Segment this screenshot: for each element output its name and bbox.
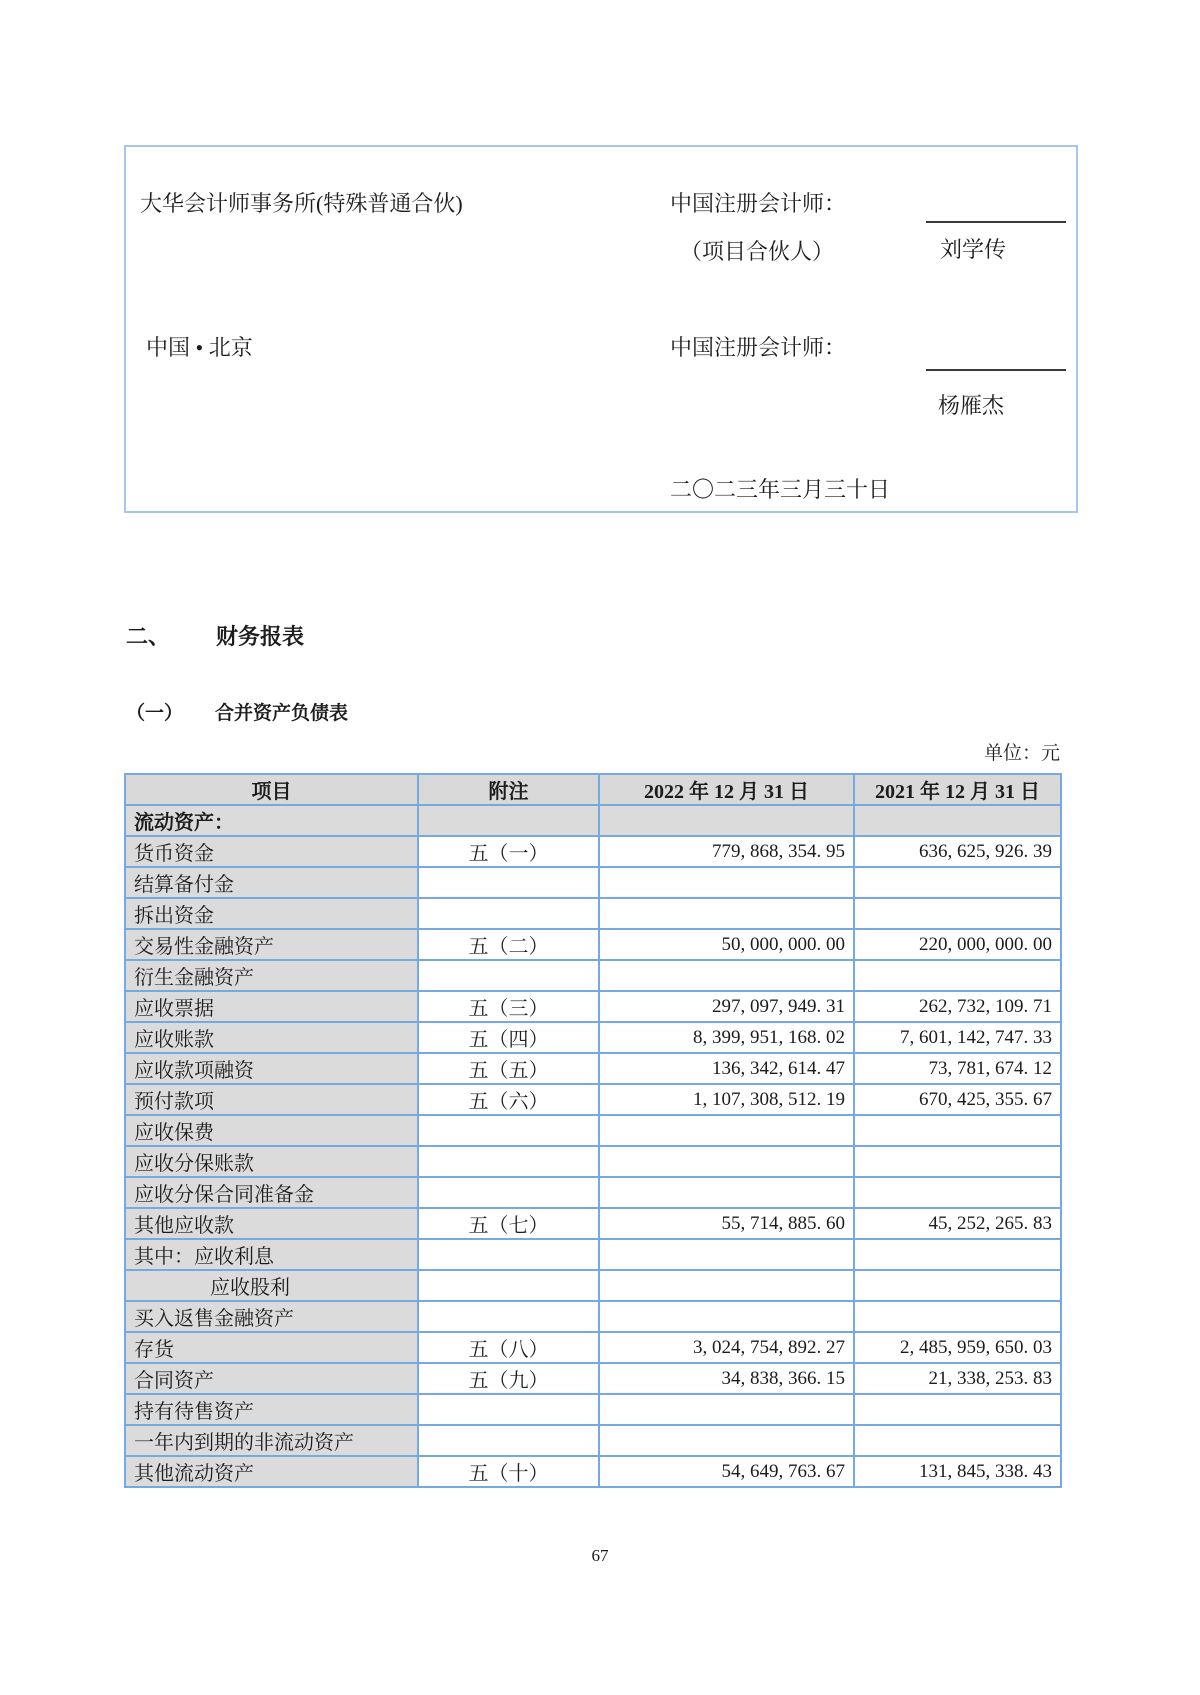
value-2022-cell: 297, 097, 949. 31: [599, 991, 854, 1022]
value-2021-cell: [854, 1270, 1061, 1301]
table-row: [125, 1053, 1061, 1084]
value-2021-cell: 262, 732, 109. 71: [854, 991, 1061, 1022]
value-2022-cell: [599, 1270, 854, 1301]
subsection-heading: [126, 698, 348, 725]
cpa-name-1: 刘学传: [940, 237, 1007, 262]
table-row: [125, 1177, 1061, 1208]
table-row: [125, 960, 1061, 991]
value-2022-cell: 8, 399, 951, 168. 02: [599, 1022, 854, 1053]
note-cell: [418, 1115, 599, 1146]
note-cell: [418, 1177, 599, 1208]
note-cell: [418, 1146, 599, 1177]
table-header-row: [125, 774, 1061, 805]
item-cell: 买入返售金融资产: [125, 1301, 418, 1332]
item-cell: 流动资产：: [125, 805, 418, 836]
item-cell: 拆出资金: [125, 898, 418, 929]
value-2022-cell: [599, 1394, 854, 1425]
value-2021-cell: 670, 425, 355. 67: [854, 1084, 1061, 1115]
signature-line-1: [926, 221, 1066, 223]
table-row: [125, 1146, 1061, 1177]
item-cell: 应收分保账款: [125, 1146, 418, 1177]
item-cell: 货币资金: [125, 836, 418, 867]
value-2021-cell: 636, 625, 926. 39: [854, 836, 1061, 867]
item-cell: 应收账款: [125, 1022, 418, 1053]
note-cell: 五（九）: [418, 1363, 599, 1394]
table-row: [125, 1239, 1061, 1270]
item-cell: 应收股利: [125, 1270, 418, 1301]
page-number: 67: [591, 1546, 609, 1565]
subsection-title: 合并资产负债表: [215, 703, 349, 724]
header-note: 附注: [418, 774, 599, 805]
balance-sheet-body: [125, 805, 1061, 1487]
cpa-label-1: 中国注册会计师：: [670, 191, 847, 216]
value-2022-cell: 54, 649, 763. 67: [599, 1456, 854, 1487]
note-cell: 五（三）: [418, 991, 599, 1022]
value-2021-cell: 45, 252, 265. 83: [854, 1208, 1061, 1239]
header-2022: 2022 年 12 月 31 日: [599, 774, 854, 805]
value-2022-cell: [599, 867, 854, 898]
signature-line-2: [926, 369, 1066, 371]
value-2022-cell: [599, 898, 854, 929]
item-cell: 应收票据: [125, 991, 418, 1022]
value-2022-cell: [599, 1301, 854, 1332]
table-row: [125, 1022, 1061, 1053]
note-cell: 五（六）: [418, 1084, 599, 1115]
balance-sheet-table: [124, 773, 1062, 1488]
item-cell: 应收款项融资: [125, 1053, 418, 1084]
value-2021-cell: 131, 845, 338. 43: [854, 1456, 1061, 1487]
note-cell: [418, 1394, 599, 1425]
table-row: [125, 1456, 1061, 1487]
note-cell: 五（八）: [418, 1332, 599, 1363]
value-2022-cell: 779, 868, 354. 95: [599, 836, 854, 867]
value-2022-cell: 34, 838, 366. 15: [599, 1363, 854, 1394]
table-row: [125, 867, 1061, 898]
table-row: [125, 1115, 1061, 1146]
value-2021-cell: 7, 601, 142, 747. 33: [854, 1022, 1061, 1053]
value-2022-cell: [599, 960, 854, 991]
value-2021-cell: [854, 1425, 1061, 1456]
value-2021-cell: [854, 1239, 1061, 1270]
value-2021-cell: [854, 1177, 1061, 1208]
value-2021-cell: 73, 781, 674. 12: [854, 1053, 1061, 1084]
unit-note: 单位：元: [983, 743, 1060, 764]
note-cell: 五（二）: [418, 929, 599, 960]
value-2021-cell: [854, 1146, 1061, 1177]
note-cell: 五（五）: [418, 1053, 599, 1084]
value-2022-cell: [599, 1115, 854, 1146]
note-cell: [418, 1425, 599, 1456]
table-row: [125, 898, 1061, 929]
item-cell: 应收保费: [125, 1115, 418, 1146]
note-cell: 五（一）: [418, 836, 599, 867]
cpa-label-2: 中国注册会计师：: [670, 335, 847, 360]
cpa-role-label: （项目合伙人）: [680, 239, 835, 264]
item-cell: 持有待售资产: [125, 1394, 418, 1425]
table-row: [125, 1084, 1061, 1115]
value-2021-cell: [854, 960, 1061, 991]
value-2021-cell: [854, 867, 1061, 898]
note-cell: [418, 1239, 599, 1270]
note-cell: [418, 898, 599, 929]
note-cell: 五（四）: [418, 1022, 599, 1053]
item-cell: 衍生金融资产: [125, 960, 418, 991]
table-row: [125, 1363, 1061, 1394]
section-number: 二、: [126, 624, 171, 649]
note-cell: [418, 1270, 599, 1301]
value-2021-cell: [854, 1115, 1061, 1146]
audit-firm-name: 大华会计师事务所(特殊普通合伙): [140, 191, 463, 216]
value-2021-cell: [854, 898, 1061, 929]
value-2021-cell: 220, 000, 000. 00: [854, 929, 1061, 960]
table-row: [125, 1425, 1061, 1456]
value-2021-cell: [854, 1301, 1061, 1332]
value-2022-cell: 55, 714, 885. 60: [599, 1208, 854, 1239]
value-2021-cell: 21, 338, 253. 83: [854, 1363, 1061, 1394]
item-cell: 其中：应收利息: [125, 1239, 418, 1270]
note-cell: [418, 867, 599, 898]
item-cell: 其他应收款: [125, 1208, 418, 1239]
cpa-name-2: 杨雁杰: [938, 393, 1005, 418]
item-cell: 预付款项: [125, 1084, 418, 1115]
note-cell: [418, 805, 599, 836]
table-row: [125, 1208, 1061, 1239]
table-row: [125, 929, 1061, 960]
table-row: [125, 1301, 1061, 1332]
table-row: [125, 805, 1061, 836]
audit-signature-box: [124, 145, 1078, 513]
table-row: [125, 991, 1061, 1022]
value-2021-cell: [854, 1394, 1061, 1425]
item-cell: 应收分保合同准备金: [125, 1177, 418, 1208]
note-cell: 五（七）: [418, 1208, 599, 1239]
value-2022-cell: 1, 107, 308, 512. 19: [599, 1084, 854, 1115]
section-heading: [126, 620, 304, 651]
value-2022-cell: [599, 1239, 854, 1270]
item-cell: 合同资产: [125, 1363, 418, 1394]
table-row: [125, 1332, 1061, 1363]
item-cell: 其他流动资产: [125, 1456, 418, 1487]
note-cell: [418, 1301, 599, 1332]
table-row: [125, 1270, 1061, 1301]
section-title: 财务报表: [216, 624, 305, 649]
note-cell: [418, 960, 599, 991]
report-date: 二〇二三年三月三十日: [670, 477, 891, 502]
value-2021-cell: 2, 485, 959, 650. 03: [854, 1332, 1061, 1363]
item-cell: 一年内到期的非流动资产: [125, 1425, 418, 1456]
value-2022-cell: 136, 342, 614. 47: [599, 1053, 854, 1084]
value-2021-cell: [854, 805, 1061, 836]
value-2022-cell: [599, 1425, 854, 1456]
note-cell: 五（十）: [418, 1456, 599, 1487]
value-2022-cell: 50, 000, 000. 00: [599, 929, 854, 960]
firm-location: 中国 • 北京: [146, 335, 253, 360]
item-cell: 存货: [125, 1332, 418, 1363]
value-2022-cell: [599, 1177, 854, 1208]
table-row: [125, 836, 1061, 867]
header-2021: 2021 年 12 月 31 日: [854, 774, 1061, 805]
value-2022-cell: 3, 024, 754, 892. 27: [599, 1332, 854, 1363]
value-2022-cell: [599, 805, 854, 836]
item-cell: 交易性金融资产: [125, 929, 418, 960]
value-2022-cell: [599, 1146, 854, 1177]
header-item: 项目: [125, 774, 418, 805]
item-cell: 结算备付金: [125, 867, 418, 898]
table-row: [125, 1394, 1061, 1425]
subsection-number: （一）: [126, 703, 184, 724]
